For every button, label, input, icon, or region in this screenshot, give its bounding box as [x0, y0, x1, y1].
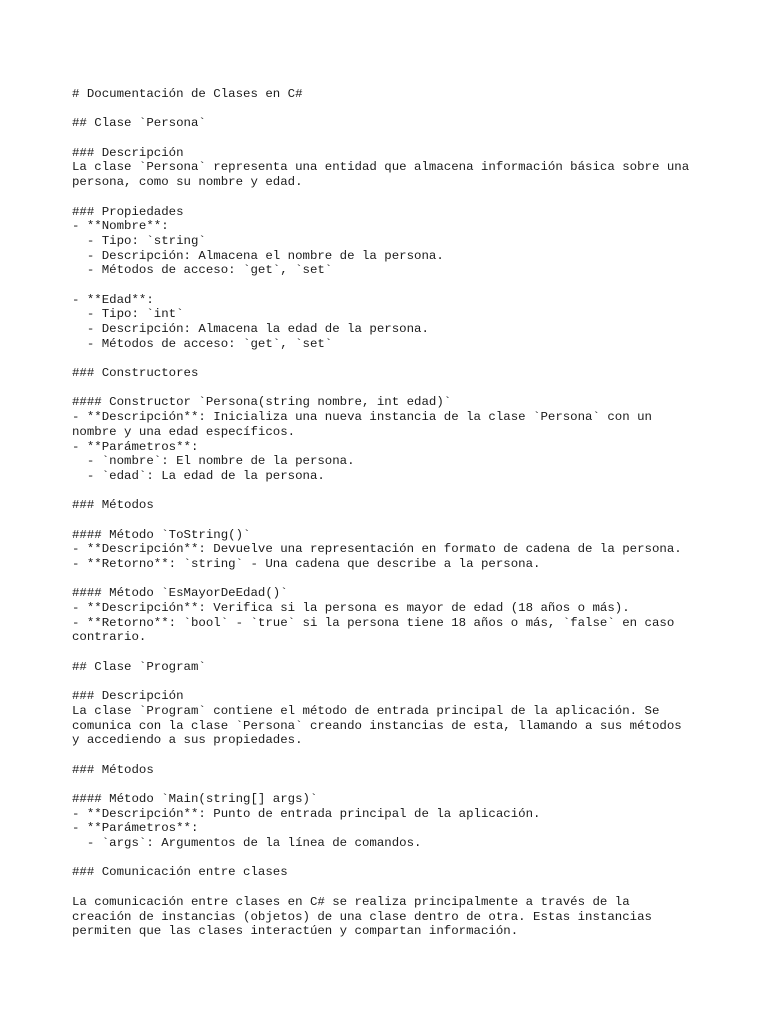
list-item: - `edad`: La edad de la persona. — [72, 468, 325, 483]
paragraph-line: y accediendo a sus propiedades. — [72, 733, 303, 748]
list-item: contrario. — [72, 630, 147, 645]
list-item: nombre y una edad específicos. — [72, 424, 296, 439]
section-heading-persona: ## Clase `Persona` — [72, 116, 206, 131]
subheading-metodos: ### Métodos — [72, 762, 154, 777]
list-item: - Descripción: Almacena el nombre de la persona. — [72, 248, 444, 263]
blank-line — [72, 131, 712, 146]
section-heading-program: ## Clase `Program` — [72, 659, 206, 674]
blank-line — [72, 351, 712, 366]
list-item: - **Descripción**: Devuelve una representación en formato de cadena de la persona. — [72, 542, 682, 557]
subheading-descripcion: ### Descripción — [72, 145, 184, 160]
list-item: - **Descripción**: Punto de entrada principal de la aplicación. — [72, 806, 541, 821]
blank-line — [72, 513, 712, 528]
blank-line — [72, 645, 712, 660]
paragraph-line: comunica con la clase `Persona` creando instancias de esta, llamando a sus métodos — [72, 718, 682, 733]
list-item: - **Retorno**: `string` - Una cadena que describe a la persona. — [72, 557, 541, 571]
list-item: - Tipo: `int` — [72, 307, 184, 322]
list-item: - Métodos de acceso: `get`, `set` — [72, 336, 333, 351]
list-item: - `args`: Argumentos de la línea de comandos. — [72, 836, 422, 851]
paragraph-line: persona, como su nombre y edad. — [72, 175, 303, 190]
subheading-metodos: ### Métodos — [72, 498, 154, 513]
blank-line — [72, 190, 712, 205]
paragraph-line: La comunicación entre clases en C# se realiza principalmente a través de la — [72, 894, 630, 909]
subheading-descripcion: ### Descripción — [72, 689, 184, 704]
list-item: - **Parámetros**: — [72, 439, 199, 454]
blank-line — [72, 484, 712, 499]
blank-line — [72, 102, 712, 117]
doc-title: # Documentación de Clases en C# — [72, 87, 303, 101]
list-item: - `nombre`: El nombre de la persona. — [72, 454, 355, 469]
blank-line — [72, 675, 712, 690]
paragraph-line: La clase `Persona` representa una entidad que almacena información básica sobre una — [72, 160, 690, 175]
list-item: - **Descripción**: Inicializa una nueva instancia de la clase `Persona` con un — [72, 410, 652, 425]
blank-line — [72, 851, 712, 866]
blank-line — [72, 381, 712, 396]
document-page — [72, 87, 712, 939]
list-item: - **Edad**: — [72, 292, 154, 307]
list-item: - **Descripción**: Verifica si la persona es mayor de edad (18 años o más). — [72, 601, 630, 616]
blank-line — [72, 748, 712, 763]
subsubheading-main: #### Método `Main(string[] args)` — [72, 792, 318, 806]
paragraph-line: permiten que las clases interactúen y compartan información. — [72, 924, 519, 939]
subsubheading-tostring: #### Método `ToString()` — [72, 527, 251, 542]
blank-line — [72, 278, 712, 293]
subsubheading-esmayordeedad: #### Método `EsMayorDeEdad()` — [72, 586, 288, 601]
subheading-constructores: ### Constructores — [72, 366, 199, 381]
blank-line — [72, 572, 712, 587]
subsubheading-constructor: #### Constructor `Persona(string nombre, int edad)` — [72, 395, 452, 410]
list-item: - **Nombre**: — [72, 219, 169, 234]
list-item: - Descripción: Almacena la edad de la persona. — [72, 322, 429, 336]
paragraph-line: creación de instancias (objetos) de una clase dentro de otra. Estas instancias — [72, 909, 652, 924]
list-item: - **Retorno**: `bool` - `true` si la persona tiene 18 años o más, `false` en caso — [72, 615, 675, 630]
subheading-comunicacion: ### Comunicación entre clases — [72, 865, 288, 880]
blank-line — [72, 777, 712, 792]
blank-line — [72, 880, 712, 895]
list-item: - **Parámetros**: — [72, 821, 199, 836]
paragraph-line: La clase `Program` contiene el método de entrada principal de la aplicación. Se — [72, 703, 660, 718]
list-item: - Métodos de acceso: `get`, `set` — [72, 263, 333, 278]
list-item: - Tipo: `string` — [72, 233, 206, 248]
subheading-propiedades: ### Propiedades — [72, 204, 184, 219]
